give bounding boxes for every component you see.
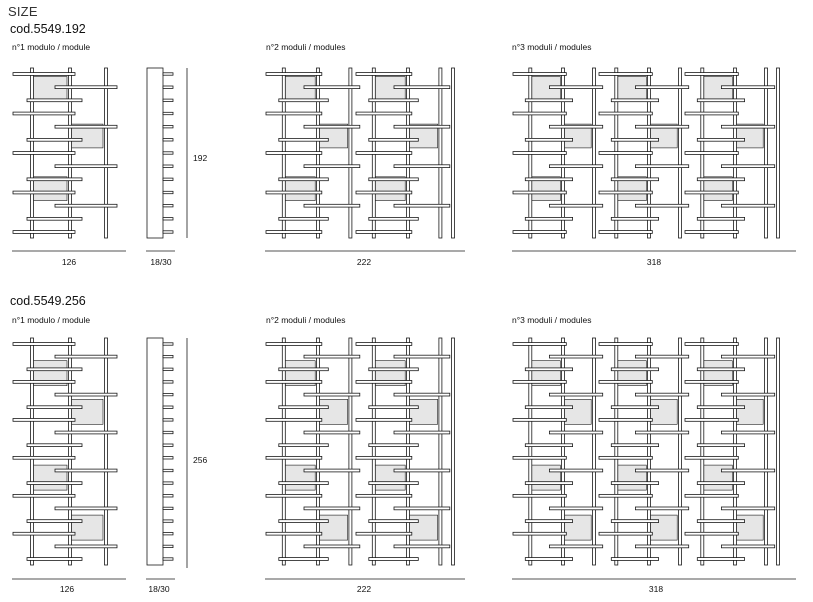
depth-label-256: 18/30 [148, 584, 170, 594]
side-view-shelf [163, 520, 173, 522]
shelf [55, 125, 117, 128]
shelf [599, 456, 652, 459]
shelf [721, 393, 774, 396]
shelf [55, 507, 117, 510]
side-view-shelf [163, 419, 173, 421]
upright [701, 338, 704, 565]
shelf [13, 112, 75, 115]
width-label-3-modules-192: 318 [646, 257, 662, 267]
shelf [635, 125, 688, 128]
shelf [599, 73, 652, 76]
width-label-2-modules-192: 222 [356, 257, 372, 267]
shelf [697, 99, 744, 102]
shelf [266, 381, 322, 384]
upright [734, 338, 737, 565]
shelf [685, 191, 738, 194]
shelf [27, 99, 82, 102]
shelf [525, 406, 572, 409]
shelf [721, 469, 774, 472]
shelf [266, 191, 322, 194]
shelf [513, 456, 566, 459]
upright [765, 338, 768, 565]
shelf [55, 393, 117, 396]
shelf [394, 165, 450, 168]
display-panel [409, 399, 438, 424]
shelf [721, 545, 774, 548]
shelf [304, 204, 360, 207]
shelf [369, 406, 419, 409]
side-view-shelf [163, 231, 173, 233]
shelf [369, 368, 419, 371]
upright [648, 338, 651, 565]
side-view-shelf [163, 218, 173, 220]
shelf [55, 469, 117, 472]
shelf [394, 545, 450, 548]
shelf [356, 152, 412, 155]
side-view-shelf [163, 444, 173, 446]
upright [679, 338, 682, 565]
shelf [27, 482, 82, 485]
shelf [549, 86, 602, 89]
shelf [55, 545, 117, 548]
display-panel [650, 515, 677, 540]
shelf [611, 368, 658, 371]
shelf [525, 482, 572, 485]
shelf [369, 444, 419, 447]
shelf [611, 482, 658, 485]
shelf [394, 86, 450, 89]
shelf [369, 99, 419, 102]
shelf [266, 343, 322, 346]
display-panel [736, 399, 763, 424]
shelf [685, 231, 738, 234]
shelf [721, 125, 774, 128]
side-view-shelf [163, 393, 173, 395]
shelf [721, 431, 774, 434]
shelf [513, 191, 566, 194]
upright [765, 68, 768, 238]
side-view-shelf [163, 406, 173, 408]
shelf [304, 355, 360, 358]
depth-label-192: 18/30 [150, 257, 172, 267]
shelf [356, 456, 412, 459]
shelf [635, 393, 688, 396]
shelf [525, 138, 572, 141]
label-three-modules-192: n°3 moduli / modules [512, 42, 592, 52]
shelf [304, 125, 360, 128]
shelf [13, 152, 75, 155]
upright [452, 68, 455, 238]
shelf [697, 558, 744, 561]
shelf [525, 520, 572, 523]
shelf [279, 482, 329, 485]
side-view-shelf [163, 343, 173, 345]
shelf [369, 482, 419, 485]
side-view-shelf [163, 507, 173, 509]
shelf [611, 558, 658, 561]
upright [529, 338, 532, 565]
side-view-shelf [163, 381, 173, 383]
display-panel [319, 399, 348, 424]
shelf [697, 520, 744, 523]
shelf [549, 165, 602, 168]
side-view-shelf [163, 533, 173, 535]
shelf [394, 125, 450, 128]
shelf [266, 494, 322, 497]
shelf [356, 381, 412, 384]
shelf [611, 520, 658, 523]
shelf [369, 217, 419, 220]
shelf [266, 73, 322, 76]
shelf [27, 520, 82, 523]
side-view-shelf [163, 165, 173, 167]
upright [593, 68, 596, 238]
side-view-frame [147, 68, 163, 238]
upright [105, 338, 108, 565]
display-panel [409, 515, 438, 540]
shelf [279, 406, 329, 409]
upright [593, 338, 596, 565]
side-view-shelf [163, 545, 173, 547]
side-view-shelf [163, 112, 173, 114]
side-view-shelf [163, 178, 173, 180]
shelf [611, 138, 658, 141]
shelf [304, 431, 360, 434]
shelf [304, 469, 360, 472]
upright [317, 338, 320, 565]
shelf [356, 419, 412, 422]
shelf [635, 165, 688, 168]
shelf [549, 125, 602, 128]
display-panel [71, 515, 103, 540]
shelf [599, 381, 652, 384]
display-panel [564, 399, 591, 424]
side-view-shelf [163, 86, 173, 88]
shelf [266, 419, 322, 422]
shelf [599, 343, 652, 346]
shelf [635, 469, 688, 472]
shelf [55, 431, 117, 434]
shelf [635, 86, 688, 89]
upright [372, 338, 375, 565]
upright [69, 338, 72, 565]
shelf [685, 343, 738, 346]
shelf [549, 355, 602, 358]
shelf [279, 217, 329, 220]
side-view-shelf [163, 205, 173, 207]
side-view-shelf [163, 469, 173, 471]
shelf [721, 204, 774, 207]
shelf [304, 507, 360, 510]
shelf [27, 444, 82, 447]
shelf [599, 419, 652, 422]
shelf [513, 343, 566, 346]
shelf [513, 532, 566, 535]
shelf [697, 406, 744, 409]
side-view-shelf [163, 495, 173, 497]
upright [349, 68, 352, 238]
size-heading: SIZE [8, 4, 38, 19]
shelf [611, 217, 658, 220]
label-two-modules-256: n°2 moduli / modules [266, 315, 346, 325]
shelf [549, 393, 602, 396]
product-code-256: cod.5549.256 [10, 294, 86, 308]
label-one-module-256: n°1 modulo / module [12, 315, 91, 325]
shelf [356, 191, 412, 194]
shelf [513, 381, 566, 384]
shelf [304, 165, 360, 168]
upright [439, 338, 442, 565]
shelf [13, 343, 75, 346]
label-two-modules-192: n°2 moduli / modules [266, 42, 346, 52]
shelf [549, 204, 602, 207]
shelf [304, 86, 360, 89]
shelf [27, 558, 82, 561]
label-one-module-192: n°1 modulo / module [12, 42, 91, 52]
shelf [525, 99, 572, 102]
side-view-shelf [163, 368, 173, 370]
shelf [27, 368, 82, 371]
shelf [55, 355, 117, 358]
shelf [279, 520, 329, 523]
shelf [635, 355, 688, 358]
shelf [599, 231, 652, 234]
shelf [685, 494, 738, 497]
upright [777, 338, 780, 565]
shelf [279, 444, 329, 447]
shelf [611, 178, 658, 181]
shelf [369, 138, 419, 141]
upright [452, 338, 455, 565]
width-label-3-modules-256: 318 [648, 584, 664, 594]
side-view-shelf [163, 73, 173, 75]
shelf [721, 355, 774, 358]
side-view-shelf [163, 431, 173, 433]
shelf [279, 99, 329, 102]
display-panel [319, 515, 348, 540]
shelf [13, 231, 75, 234]
shelf [394, 393, 450, 396]
shelf [635, 507, 688, 510]
display-panel [736, 515, 763, 540]
shelf [635, 204, 688, 207]
shelf [13, 381, 75, 384]
shelf [356, 343, 412, 346]
shelf [685, 152, 738, 155]
shelf [394, 431, 450, 434]
shelf [611, 444, 658, 447]
side-view-shelf [163, 139, 173, 141]
shelf [549, 507, 602, 510]
shelf [513, 112, 566, 115]
shelf [304, 393, 360, 396]
shelf [685, 381, 738, 384]
shelf [599, 112, 652, 115]
shelf [525, 178, 572, 181]
shelf [13, 73, 75, 76]
shelf [55, 204, 117, 207]
shelf [697, 368, 744, 371]
shelf [55, 86, 117, 89]
shelf [266, 456, 322, 459]
shelf [721, 165, 774, 168]
display-panel [71, 399, 103, 424]
shelf [525, 444, 572, 447]
shelf [697, 178, 744, 181]
shelf [266, 152, 322, 155]
side-view-shelf [163, 191, 173, 193]
side-view-shelf [163, 558, 173, 560]
shelf [27, 178, 82, 181]
height-label-192: 192 [193, 153, 208, 163]
side-view-shelf [163, 126, 173, 128]
shelf [525, 368, 572, 371]
shelf [697, 444, 744, 447]
shelf [549, 431, 602, 434]
shelf [599, 532, 652, 535]
upright [679, 68, 682, 238]
upright [562, 338, 565, 565]
upright [282, 338, 285, 565]
elevation-section-0 [13, 68, 780, 238]
product-code-192: cod.5549.192 [10, 22, 86, 36]
upright [105, 68, 108, 238]
shelf [513, 494, 566, 497]
shelf [525, 558, 572, 561]
shelf [697, 482, 744, 485]
shelf [697, 138, 744, 141]
shelf [356, 532, 412, 535]
width-label-1-module-192: 126 [61, 257, 77, 267]
shelf [599, 494, 652, 497]
shelf [697, 217, 744, 220]
shelf [266, 112, 322, 115]
side-view-shelf [163, 457, 173, 459]
shelf [635, 545, 688, 548]
shelf [356, 112, 412, 115]
shelf [685, 419, 738, 422]
upright [407, 338, 410, 565]
shelf [13, 494, 75, 497]
side-view-shelf [163, 482, 173, 484]
shelf [513, 419, 566, 422]
shelf [685, 73, 738, 76]
shelf [721, 86, 774, 89]
shelf [279, 368, 329, 371]
shelf [599, 152, 652, 155]
shelf [356, 231, 412, 234]
upright [615, 338, 618, 565]
shelf [279, 138, 329, 141]
side-view-frame [147, 338, 163, 565]
shelf [356, 494, 412, 497]
shelf [611, 406, 658, 409]
display-panel [564, 515, 591, 540]
elevation-section-1 [13, 338, 780, 565]
shelf [13, 532, 75, 535]
side-view-shelf [163, 99, 173, 101]
shelf [635, 431, 688, 434]
upright [31, 338, 34, 565]
shelf [369, 558, 419, 561]
shelf [394, 204, 450, 207]
shelf [549, 545, 602, 548]
shelf [13, 456, 75, 459]
shelf [55, 165, 117, 168]
shelf [369, 520, 419, 523]
shelf [356, 73, 412, 76]
shelf [279, 178, 329, 181]
label-three-modules-256: n°3 moduli / modules [512, 315, 592, 325]
shelf [266, 231, 322, 234]
shelf [27, 217, 82, 220]
shelf [369, 178, 419, 181]
shelf [394, 469, 450, 472]
shelf [304, 545, 360, 548]
shelf [394, 355, 450, 358]
shelf [13, 419, 75, 422]
upright [439, 68, 442, 238]
shelf [721, 507, 774, 510]
side-view-shelf [163, 152, 173, 154]
shelf [685, 456, 738, 459]
shelf [13, 191, 75, 194]
side-view-shelf [163, 355, 173, 357]
display-panel [650, 399, 677, 424]
shelf [513, 73, 566, 76]
shelf [549, 469, 602, 472]
shelf [611, 99, 658, 102]
height-label-256: 256 [193, 455, 208, 465]
shelf [394, 507, 450, 510]
shelf [685, 112, 738, 115]
shelf [27, 138, 82, 141]
width-label-1-module-256: 126 [59, 584, 75, 594]
shelf [513, 152, 566, 155]
shelf [266, 532, 322, 535]
upright [777, 68, 780, 238]
shelf [27, 406, 82, 409]
shelf [685, 532, 738, 535]
shelf [279, 558, 329, 561]
width-label-2-modules-256: 222 [356, 584, 372, 594]
upright [349, 338, 352, 565]
shelf [513, 231, 566, 234]
shelf [599, 191, 652, 194]
shelf [525, 217, 572, 220]
